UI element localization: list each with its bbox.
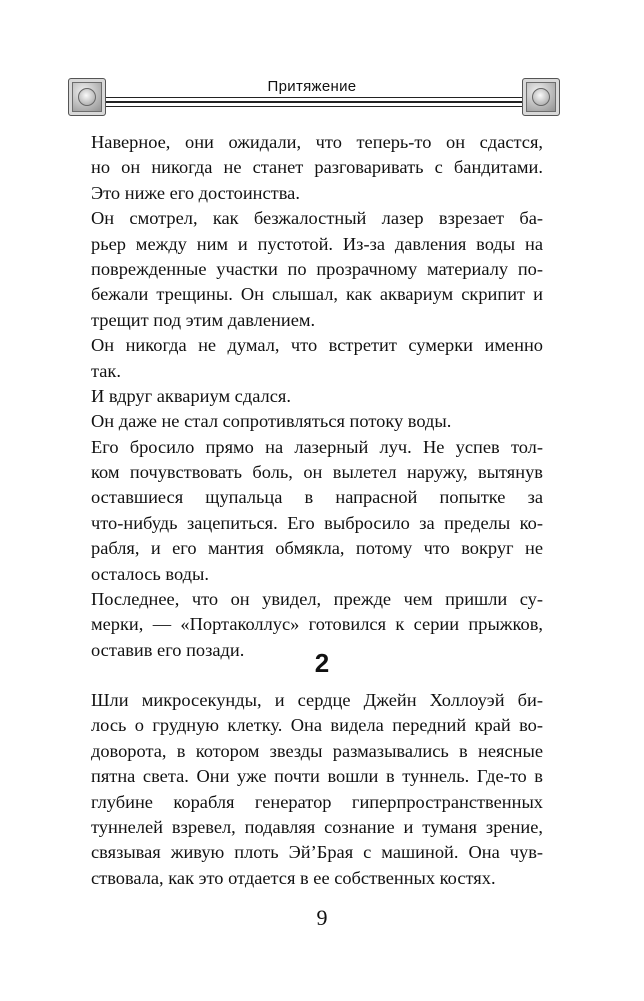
text-line: так. (91, 360, 121, 381)
text-line: Наверное, они ожидали, что теперь-то он сдастся, (91, 132, 543, 152)
paragraph (91, 384, 543, 409)
text-line: Шли микросекунды, и сердце Джейн Холлоуэй би- (91, 690, 543, 710)
text-line: ствовала, как это отдается в ее собственных костях. (91, 867, 496, 888)
text-line: Он никогда не думал, что встретит сумерки именно (91, 335, 543, 356)
text-line: рьер между ним и пустотой. Из-за давления воды на (91, 233, 543, 254)
paragraph (91, 435, 543, 587)
text-line: трещит под этим давлением. (91, 309, 316, 330)
text-line: туннелей взревел, подавляя сознание и туманя зрение, (91, 816, 543, 837)
ornament-right-icon (522, 78, 560, 116)
text-line: И вдруг аквариум сдался. (91, 385, 291, 406)
text-line: оставшиеся щупальца в напрасной попытке за (91, 487, 543, 508)
text-line: лось о грудную клетку. Она видела передний край во- (91, 715, 543, 736)
page-number: 9 (316, 905, 328, 930)
text-line: Последнее, что он увидел, прежде чем пришли су- (91, 589, 543, 610)
header-rule (106, 106, 522, 107)
text-line: рабля, и его мантия обмякла, потому что вокруг не (91, 538, 543, 559)
body-text-block-1 (91, 130, 543, 663)
header-rule (106, 101, 522, 103)
text-line: что-нибудь зацепиться. Его выбросило за пределы ко- (91, 512, 543, 533)
paragraph (91, 206, 543, 333)
text-line: Он смотрел, как безжалостный лазер взрезает ба- (91, 208, 543, 229)
text-line: бежали трещины. Он слышал, как аквариум скрипит и (91, 284, 543, 305)
paragraph (91, 688, 543, 891)
text-line: но он никогда не станет разговаривать с бандитами. (91, 157, 543, 178)
text-line: поврежденные участки по прозрачному материалу по- (91, 258, 543, 279)
text-line: мерки, — «Портаколлус» готовился к серии прыжков, (91, 614, 543, 635)
text-line: связывая живую плоть Эй’Брая с машиной. Она чув- (91, 842, 543, 863)
running-title-text: Притяжение (262, 78, 363, 95)
paragraph (91, 409, 543, 434)
header-rule (106, 97, 522, 98)
paragraph (91, 333, 543, 384)
body-text-block-2 (91, 688, 543, 891)
text-line: Его бросило прямо на лазерный луч. Не успев тол- (91, 436, 543, 457)
text-line: Он даже не стал сопротивляться потоку воды. (91, 411, 452, 432)
text-line: оставив его позади. (91, 639, 245, 660)
text-line: Это ниже его достоинства. (91, 182, 300, 203)
text-line: осталось воды. (91, 563, 209, 584)
text-line: доворота, в котором звезды размазывались в неясные (91, 740, 543, 761)
text-line: пятна света. Они уже почти вошли в туннель. Где-то в (91, 766, 543, 787)
running-header (64, 78, 560, 120)
text-line: ком почувствовать боль, он вылетел наружу, вытянув (91, 462, 543, 483)
text-line: глубине корабля генератор гиперпространственных (91, 791, 543, 812)
paragraph (91, 130, 543, 206)
running-title (64, 78, 560, 95)
chapter-number: 2 (314, 648, 330, 678)
